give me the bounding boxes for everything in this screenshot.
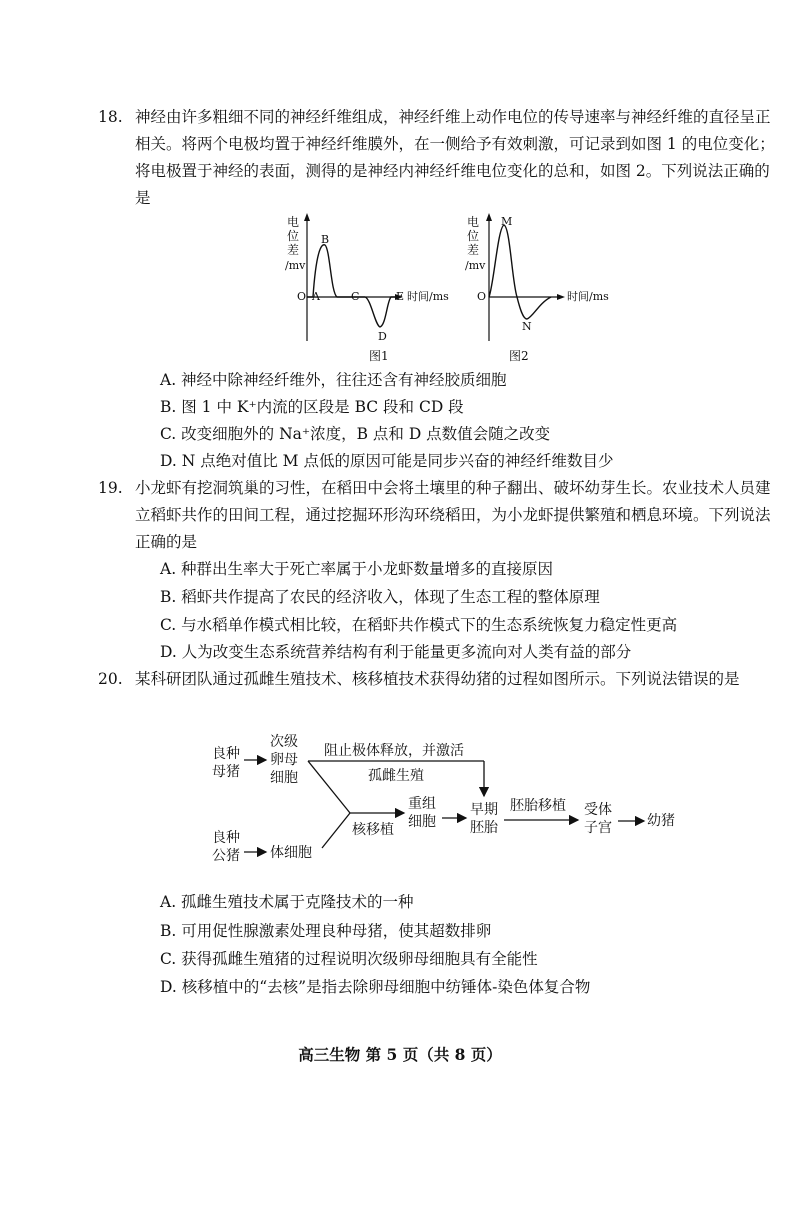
figure-1 bbox=[283, 213, 463, 365]
parthenogenesis-label: 孤雌生殖 bbox=[368, 768, 424, 784]
question-19 bbox=[98, 475, 775, 556]
fig1-ylabel-3: 差 bbox=[287, 243, 300, 257]
q20-option-a: A. 孤雌生殖技术属于克隆技术的一种 bbox=[160, 893, 414, 911]
q19-option-b: B. 稻虾共作提高了农民的经济收入，体现了生态工程的整体原理 bbox=[160, 588, 600, 606]
fig1-point-e: E bbox=[396, 290, 405, 303]
fig1-curve bbox=[307, 245, 395, 327]
female-pig-label-1: 良种 bbox=[212, 746, 240, 762]
fig1-ylabel-1: 电 bbox=[287, 215, 300, 229]
line-somatic-to-merge bbox=[322, 813, 350, 848]
fig1-point-c: C bbox=[351, 290, 360, 303]
step-block-polar-body: 阻止极体释放，并激活 bbox=[324, 743, 464, 759]
fig1-point-a: A bbox=[312, 290, 320, 303]
piglet-label: 幼猪 bbox=[647, 813, 675, 829]
figure-2 bbox=[465, 213, 635, 365]
q18-option-d: D. N 点绝对值比 M 点低的原因可能是同步兴奋的神经纤维数目少 bbox=[160, 452, 614, 470]
fig2-ylabel-4: /mv bbox=[465, 259, 486, 272]
question-stem: 某科研团队通过孤雌生殖技术、核移植技术获得幼猪的过程如图所示。下列说法错误的是 bbox=[135, 670, 740, 688]
male-pig-label-1: 良种 bbox=[212, 830, 240, 846]
question-stem: 小龙虾有挖洞筑巢的习性，在稻田中会将土壤里的种子翻出、破坏幼芽生长。农业技术人员建立稻虾共作的田间工程，通过挖掘环形沟环绕稻田，为小龙虾提供繁殖和栖息环境。下列说法正确的是 bbox=[135, 479, 771, 551]
q20-option-b: B. 可用促性腺激素处理良种母猪，使其超数排卵 bbox=[160, 922, 492, 940]
q20-option-d: D. 核移植中的“去核”是指去除卵母细胞中纺锤体-染色体复合物 bbox=[160, 978, 591, 996]
uterus-label-1: 受体 bbox=[584, 802, 612, 818]
q19-option-a: A. 种群出生率大于死亡率属于小龙虾数量增多的直接原因 bbox=[160, 560, 554, 578]
question-stem: 神经由许多粗细不同的神经纤维组成，神经纤维上动作电位的传导速率与神经纤维的直径呈正相关。将两个电极均置于神经纤维膜外，在一侧给予有效刺激，可记录到如图 1 的电位变化；将电极置于神经的表面，测得的是神经内神经纤维电位变化的总和，如图 2。下列说法正确的是 bbox=[135, 108, 775, 207]
fig2-curve bbox=[489, 225, 551, 319]
fig1-ylabel-4: /mv bbox=[285, 259, 306, 272]
question-number: 20. bbox=[98, 670, 123, 688]
reconstructed-label-1: 重组 bbox=[408, 796, 436, 812]
q19-option-c: C. 与水稻单作模式相比较，在稻虾共作模式下的生态系统恢复力稳定性更高 bbox=[160, 616, 678, 634]
process-diagram bbox=[200, 728, 690, 873]
uterus-label-2: 子宫 bbox=[584, 820, 612, 836]
embryo-label-2: 胚胎 bbox=[470, 820, 498, 836]
fig2-origin-label: O bbox=[477, 290, 487, 303]
fig1-y-arrow bbox=[304, 213, 310, 221]
fig2-x-arrow bbox=[557, 294, 565, 300]
question-18 bbox=[98, 104, 775, 212]
male-pig-label-2: 公猪 bbox=[212, 848, 240, 864]
fig2-ylabel-3: 差 bbox=[467, 243, 480, 257]
fig2-caption: 图2 bbox=[509, 349, 529, 363]
fig1-origin-label: O bbox=[297, 290, 307, 303]
q19-option-d: D. 人为改变生态系统营养结构有利于能量更多流向对人类有益的部分 bbox=[160, 643, 632, 661]
fig1-point-b: B bbox=[321, 233, 330, 246]
somatic-cell-label: 体细胞 bbox=[270, 845, 312, 861]
fig2-point-m: M bbox=[501, 215, 513, 228]
oocyte-label-2: 卵母 bbox=[270, 752, 298, 768]
fig1-ylabel-2: 位 bbox=[287, 229, 300, 243]
fig2-ylabel-1: 电 bbox=[467, 215, 480, 229]
q20-option-c: C. 获得孤雌生殖猪的过程说明次级卵母细胞具有全能性 bbox=[160, 950, 538, 968]
q18-option-a: A. 神经中除神经纤维外，往往还含有神经胶质细胞 bbox=[160, 371, 507, 389]
oocyte-label-1: 次级 bbox=[270, 734, 298, 750]
page-footer: 高三生物 第 5 页（共 8 页） bbox=[298, 1045, 502, 1064]
line-oocyte-to-merge bbox=[308, 761, 350, 813]
fig1-caption: 图1 bbox=[369, 349, 389, 363]
fig2-xlabel: 时间/ms bbox=[567, 290, 609, 303]
fig2-y-arrow bbox=[486, 213, 492, 221]
q18-option-b: B. 图 1 中 K⁺内流的区段是 BC 段和 CD 段 bbox=[160, 398, 464, 416]
nuclear-transfer-label: 核移植 bbox=[352, 822, 394, 838]
q18-option-c: C. 改变细胞外的 Na⁺浓度，B 点和 D 点数值会随之改变 bbox=[160, 425, 551, 443]
embryo-transfer-label: 胚胎移植 bbox=[510, 798, 566, 814]
reconstructed-label-2: 细胞 bbox=[408, 814, 436, 830]
question-number: 19. bbox=[98, 479, 123, 497]
fig1-point-d: D bbox=[378, 330, 387, 343]
female-pig-label-2: 母猪 bbox=[212, 764, 240, 780]
fig1-xlabel: 时间/ms bbox=[407, 290, 449, 303]
oocyte-label-3: 细胞 bbox=[270, 770, 298, 786]
fig2-ylabel-2: 位 bbox=[467, 229, 480, 243]
fig2-point-n: N bbox=[522, 320, 532, 333]
question-number: 18. bbox=[98, 108, 123, 126]
embryo-label-1: 早期 bbox=[470, 802, 498, 818]
question-20 bbox=[98, 666, 775, 693]
